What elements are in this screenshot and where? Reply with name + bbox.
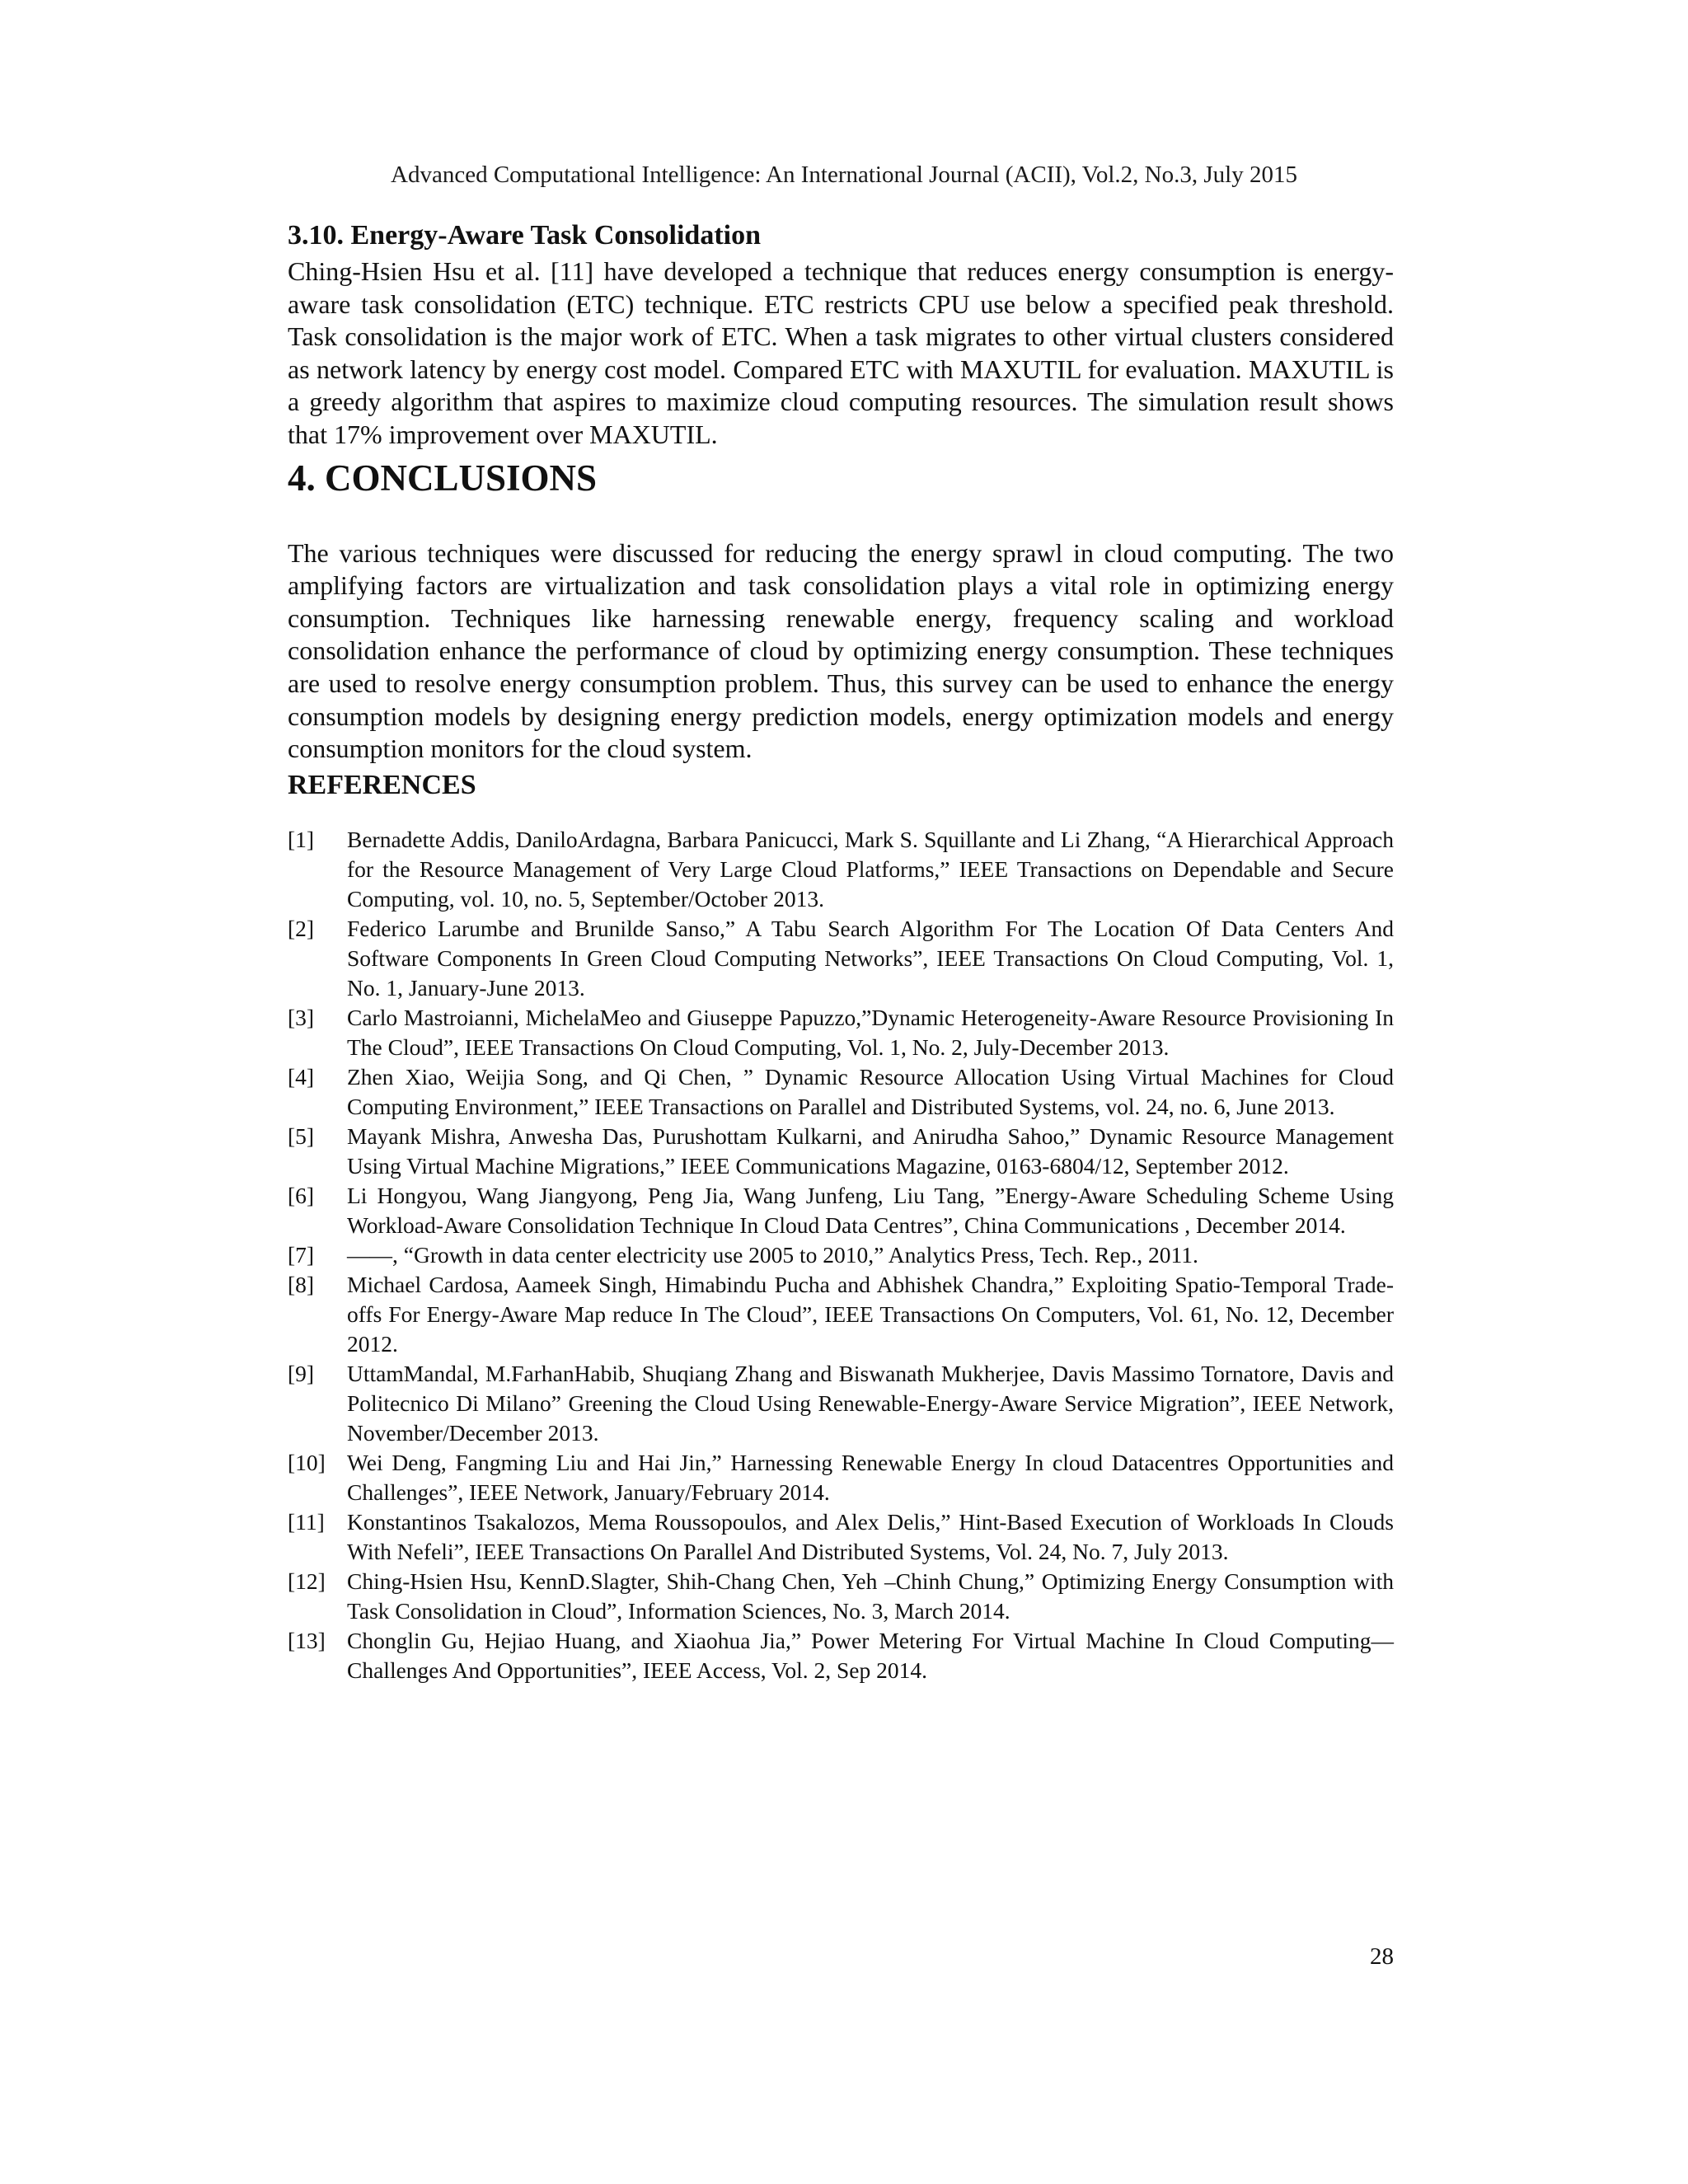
section-3-10-paragraph: Ching-Hsien Hsu et al. [11] have developed a technique that reduces energy consumption is energy-aware task consolidation (ETC) technique. ETC restricts CPU use below a specified peak threshold. Task consolidation is the major work of ETC. When a task migrates to other virtual clusters considered as network latency by energy cost model. Compared ETC with MAXUTIL for evaluation. MAXUTIL is a greedy algorithm that aspires to maximize cloud computing resources. The simulation result shows that 17% improvement over MAXUTIL.	[288, 256, 1394, 449]
reference-item	[288, 1240, 1394, 1270]
reference-number: [1]	[288, 826, 315, 852]
references-heading: REFERENCES	[288, 769, 476, 800]
conclusions-heading: 4. CONCLUSIONS	[288, 457, 598, 499]
reference-number: [9]	[288, 1360, 315, 1386]
reference-text: Zhen Xiao, Weijia Song, and Qi Chen, ” Dynamic Resource Allocation Using Virtual Machines for Cloud Computing Environment,” IEEE Transactions on Parallel and Distributed Systems, vol. 24, no. 6, June 2013.	[347, 1063, 1394, 1119]
reference-number: [3]	[288, 1004, 315, 1030]
reference-text: ——, “Growth in data center electricity use 2005 to 2010,” Analytics Press, Tech. Rep., 2011.	[347, 1241, 1198, 1268]
reference-number: [13]	[288, 1627, 326, 1653]
reference-item	[288, 1359, 1394, 1448]
reference-item	[288, 1507, 1394, 1567]
reference-list	[288, 825, 1394, 1685]
reference-number: [11]	[288, 1508, 325, 1535]
reference-number: [5]	[288, 1122, 315, 1149]
reference-item	[288, 1626, 1394, 1685]
reference-text: Ching-Hsien Hsu, KennD.Slagter, Shih-Chang Chen, Yeh –Chinh Chung,” Optimizing Energy Consumption with Task Consolidation in Cloud”, Information Sciences, No. 3, March 2014.	[347, 1568, 1394, 1624]
reference-number: [2]	[288, 915, 315, 941]
reference-number: [7]	[288, 1241, 315, 1268]
reference-item	[288, 914, 1394, 1003]
page-content	[288, 216, 1394, 1685]
reference-item	[288, 825, 1394, 914]
reference-text: UttamMandal, M.FarhanHabib, Shuqiang Zhang and Biswanath Mukherjee, Davis Massimo Tornatore, Davis and Politecnico Di Milano” Greening the Cloud Using Renewable-Energy-Aware Service Migration”, IEEE Network, November/December 2013.	[347, 1360, 1394, 1446]
reference-number: [6]	[288, 1182, 315, 1208]
section-3-10-title: 3.10. Energy-Aware Task Consolidation	[288, 220, 761, 251]
running-header: Advanced Computational Intelligence: An International Journal (ACII), Vol.2, No.3, July 2015	[391, 162, 1297, 188]
reference-item	[288, 1567, 1394, 1626]
reference-item	[288, 1062, 1394, 1122]
reference-text: Federico Larumbe and Brunilde Sanso,” A Tabu Search Algorithm For The Location Of Data Centers And Software Components In Green Cloud Computing Networks”, IEEE Transactions On Cloud Computing, Vol. 1, No. 1, January-June 2013.	[347, 915, 1394, 1001]
reference-number: [8]	[288, 1271, 315, 1297]
reference-text: Michael Cardosa, Aameek Singh, Himabindu Pucha and Abhishek Chandra,” Exploiting Spatio-Temporal Trade-offs For Energy-Aware Map reduce In The Cloud”, IEEE Transactions On Computers, Vol. 61, No. 12, December 2012.	[347, 1271, 1394, 1357]
reference-text: Konstantinos Tsakalozos, Mema Roussopoulos, and Alex Delis,” Hint-Based Execution of Workloads In Clouds With Nefeli”, IEEE Transactions On Parallel And Distributed Systems, Vol. 24, No. 7, July 2013.	[347, 1508, 1394, 1564]
page-number: 28	[1370, 1943, 1394, 1970]
reference-number: [12]	[288, 1568, 326, 1594]
reference-text: Bernadette Addis, DaniloArdagna, Barbara Panicucci, Mark S. Squillante and Li Zhang, “A Hierarchical Approach for the Resource Management of Very Large Cloud Platforms,” IEEE Transactions on Dependable and Secure Computing, vol. 10, no. 5, September/October 2013.	[347, 826, 1394, 912]
reference-text: Li Hongyou, Wang Jiangyong, Peng Jia, Wang Junfeng, Liu Tang, ”Energy-Aware Scheduling Scheme Using Workload-Aware Consolidation Technique In Cloud Data Centres”, China Communications , December 2014.	[347, 1182, 1394, 1238]
reference-number: [4]	[288, 1063, 315, 1090]
reference-item	[288, 1181, 1394, 1240]
reference-item	[288, 1270, 1394, 1359]
reference-text: Chonglin Gu, Hejiao Huang, and Xiaohua Jia,” Power Metering For Virtual Machine In Cloud Computing—Challenges And Opportunities”, IEEE Access, Vol. 2, Sep 2014.	[347, 1627, 1394, 1683]
reference-text: Carlo Mastroianni, MichelaMeo and Giuseppe Papuzzo,”Dynamic Heterogeneity-Aware Resource Provisioning In The Cloud”, IEEE Transactions On Cloud Computing, Vol. 1, No. 2, July-December 2013.	[347, 1004, 1394, 1060]
reference-number: [10]	[288, 1449, 326, 1475]
reference-item	[288, 1003, 1394, 1062]
conclusions-paragraph: The various techniques were discussed for reducing the energy sprawl in cloud computing. The two amplifying factors are virtualization and task consolidation plays a vital role in optimizing energy consumption. Techniques like harnessing renewable energy, frequency scaling and workload consolidation enhance the performance of cloud by optimizing energy consumption. These techniques are used to resolve energy consumption problem. Thus, this survey can be used to enhance the energy consumption models by designing energy prediction models, energy optimization models and energy consumption monitors for the cloud system.	[288, 537, 1394, 764]
reference-item	[288, 1448, 1394, 1507]
reference-text: Wei Deng, Fangming Liu and Hai Jin,” Harnessing Renewable Energy In cloud Datacentres Opportunities and Challenges”, IEEE Network, January/February 2014.	[347, 1449, 1394, 1505]
reference-text: Mayank Mishra, Anwesha Das, Purushottam Kulkarni, and Anirudha Sahoo,” Dynamic Resource Management Using Virtual Machine Migrations,” IEEE Communications Magazine, 0163-6804/12, September 2012.	[347, 1122, 1394, 1179]
reference-item	[288, 1122, 1394, 1181]
